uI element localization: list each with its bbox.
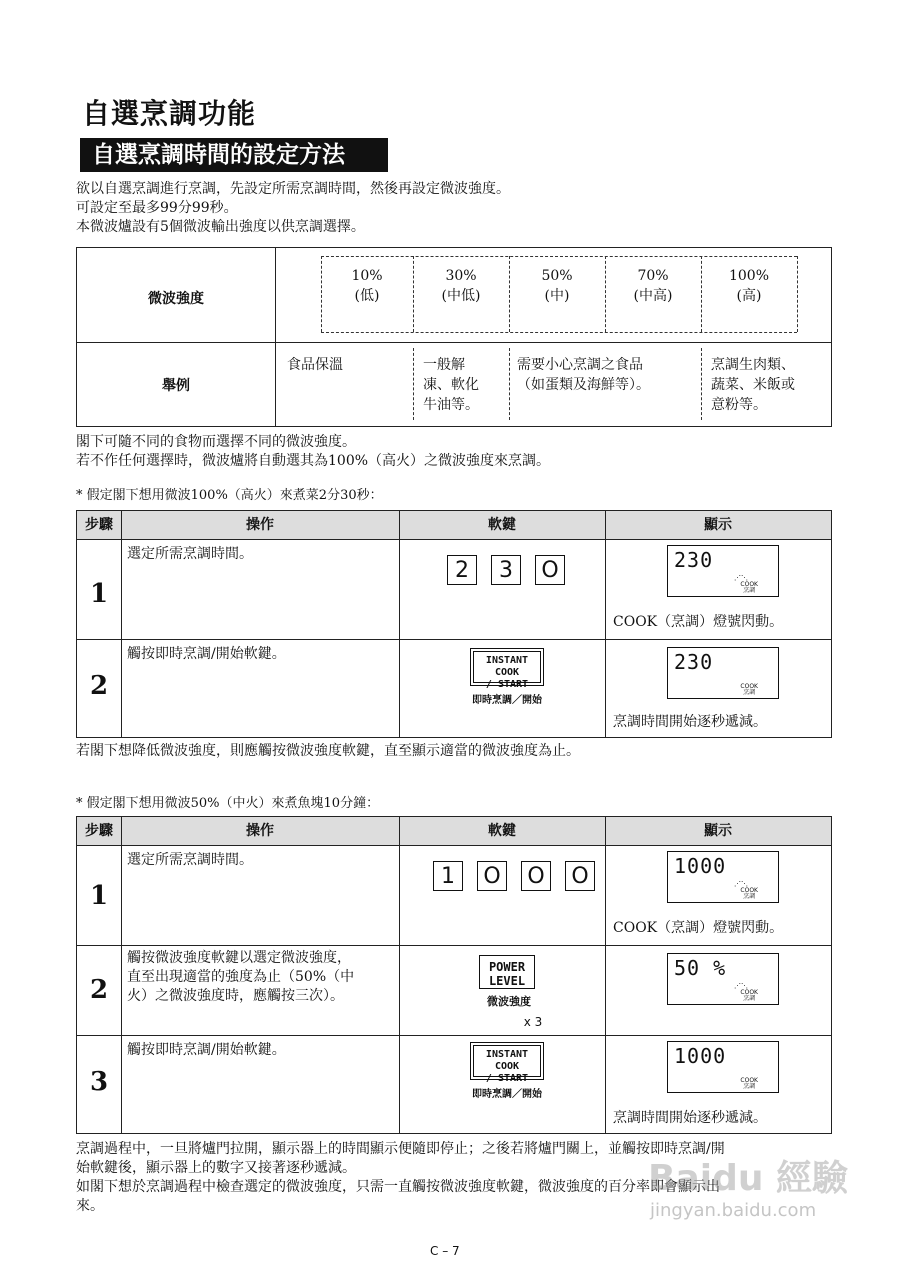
button-caption: 即時烹調／開始 <box>472 1089 542 1100</box>
example-row-label: 舉例 <box>162 378 190 394</box>
flash-icon: ⋰⋱ <box>734 574 748 582</box>
instant-cook-start-button[interactable]: INSTANT COOK / START <box>473 1045 541 1077</box>
example1-table <box>76 510 832 738</box>
footer-line: 烹調過程中，一旦將爐門拉開，顯示器上的時間顯示便隨即停止；之後若將爐門關上，並觸按即時烹調/開 <box>76 1141 725 1157</box>
note-line: 若不作任何選擇時，微波爐將自動選其為100%（高火）之微波強度來烹調。 <box>76 453 551 469</box>
intro-line: 欲以自選烹調進行烹調，先設定所需烹調時間，然後再設定微波強度。 <box>76 181 510 197</box>
power-level-button[interactable]: POWER LEVEL <box>479 955 535 989</box>
lcd-display <box>667 851 779 903</box>
flash-icon: ⋰⋱ <box>734 880 748 888</box>
watermark-logo: Baidu 經驗 <box>648 1158 849 1199</box>
example2-caption: * 假定閣下想用微波50%（中火）來煮魚塊10分鐘： <box>76 796 380 811</box>
watermark-url: jingyan.baidu.com <box>650 1200 817 1221</box>
level-70: 70% (中高) <box>633 268 673 304</box>
lcd-value: 50 % <box>674 956 727 980</box>
example1-caption: * 假定閣下想用微波100%（高火）來煮菜2分30秒： <box>76 488 383 503</box>
example-meat: 烹調生肉類、 蔬菜、米飯或 意粉等。 <box>711 357 795 413</box>
display-note: 烹調時間開始逐秒遞減。 <box>613 714 767 730</box>
header-key: 軟鍵 <box>488 823 516 839</box>
flash-icon: ⋰⋱ <box>734 982 748 990</box>
press-count: x 3 <box>523 1015 543 1029</box>
cook-indicator: COOK 烹調 <box>740 989 758 1002</box>
step-number: 2 <box>89 671 109 701</box>
display-note: COOK（烹調）燈號閃動。 <box>613 920 784 936</box>
cook-indicator: COOK 烹調 <box>740 1077 758 1090</box>
step-number: 3 <box>89 1067 109 1097</box>
page-title: 自選烹調功能 <box>82 97 257 130</box>
key-1[interactable]: 1 <box>433 861 463 891</box>
power-level-row-label: 微波強度 <box>148 291 204 307</box>
header-display: 顯示 <box>704 517 732 533</box>
step-operation: 觸按即時烹調/開始軟鍵。 <box>127 646 286 662</box>
power-level-table <box>76 247 832 427</box>
header-display: 顯示 <box>704 823 732 839</box>
header-key: 軟鍵 <box>488 517 516 533</box>
button-caption: 即時烹調／開始 <box>472 695 542 706</box>
example-delicate: 需要小心烹調之食品 （如蛋類及海鮮等）。 <box>517 357 650 393</box>
display-note: COOK（烹調）燈號閃動。 <box>613 614 784 630</box>
key-2[interactable]: 2 <box>447 555 477 585</box>
button-caption: 微波強度 <box>487 995 531 1008</box>
header-operation: 操作 <box>246 823 274 839</box>
note-line: 閣下可隨不同的食物而選擇不同的微波強度。 <box>76 434 356 450</box>
level-10: 10% (低) <box>351 268 383 304</box>
key-0[interactable]: O <box>565 861 595 891</box>
step-operation: 觸按即時烹調/開始軟鍵。 <box>127 1042 286 1058</box>
step-operation: 觸按微波強度軟鍵以選定微波強度， 直至出現適當的強度為止（50%（中 火）之微波強度時，應觸按三次）。 <box>127 950 355 1004</box>
note-line: 若閣下想降低微波強度，則應觸按微波強度軟鍵，直至顯示適當的微波強度為止。 <box>76 743 580 759</box>
lcd-value: 1000 <box>674 854 727 878</box>
footer-line: 如閣下想於烹調過程中檢查選定的微波強度，只需一直觸按微波強度軟鍵，微波強度的百分率即會顯示出 <box>76 1179 720 1195</box>
lcd-value: 1000 <box>674 1044 727 1068</box>
intro-text <box>76 180 510 237</box>
header-operation: 操作 <box>246 517 274 533</box>
lcd-display <box>667 545 779 597</box>
step-number: 1 <box>89 579 109 609</box>
level-50: 50% (中) <box>541 268 573 304</box>
instant-cook-start-button[interactable]: INSTANT COOK / START <box>473 651 541 683</box>
step-operation: 選定所需烹調時間。 <box>127 546 253 562</box>
header-step: 步驟 <box>85 517 113 533</box>
lcd-display <box>667 1041 779 1093</box>
header-step: 步驟 <box>85 823 113 839</box>
section-title: 自選烹調時間的設定方法 <box>80 138 388 172</box>
lcd-display <box>667 647 779 699</box>
key-0[interactable]: O <box>535 555 565 585</box>
cook-indicator: COOK 烹調 <box>740 581 758 594</box>
level-30: 30% (中低) <box>441 268 481 304</box>
cook-indicator: COOK 烹調 <box>740 683 758 696</box>
step-number: 2 <box>89 975 109 1005</box>
page-number: C – 7 <box>430 1244 460 1258</box>
lcd-value: 230 <box>674 650 714 674</box>
intro-line: 可設定至最多99分99秒。 <box>76 200 238 216</box>
example2-table <box>76 816 832 1134</box>
footer-line: 始軟鍵後，顯示器上的數字又接著逐秒遞減。 <box>76 1160 356 1176</box>
step-number: 1 <box>89 881 109 911</box>
footer-line: 來。 <box>76 1198 104 1214</box>
lcd-display <box>667 953 779 1005</box>
intro-line: 本微波爐設有5個微波輸出強度以供烹調選擇。 <box>76 219 365 235</box>
key-3[interactable]: 3 <box>491 555 521 585</box>
cook-indicator: COOK 烹調 <box>740 887 758 900</box>
key-0[interactable]: O <box>477 861 507 891</box>
key-0[interactable]: O <box>521 861 551 891</box>
step-operation: 選定所需烹調時間。 <box>127 852 253 868</box>
example-defrost: 一般解 凍、軟化 牛油等。 <box>423 357 479 413</box>
display-note: 烹調時間開始逐秒遞減。 <box>613 1110 767 1126</box>
level-100: 100% (高) <box>728 268 770 304</box>
example-warm: 食品保溫 <box>287 357 343 373</box>
lcd-value: 230 <box>674 548 714 572</box>
